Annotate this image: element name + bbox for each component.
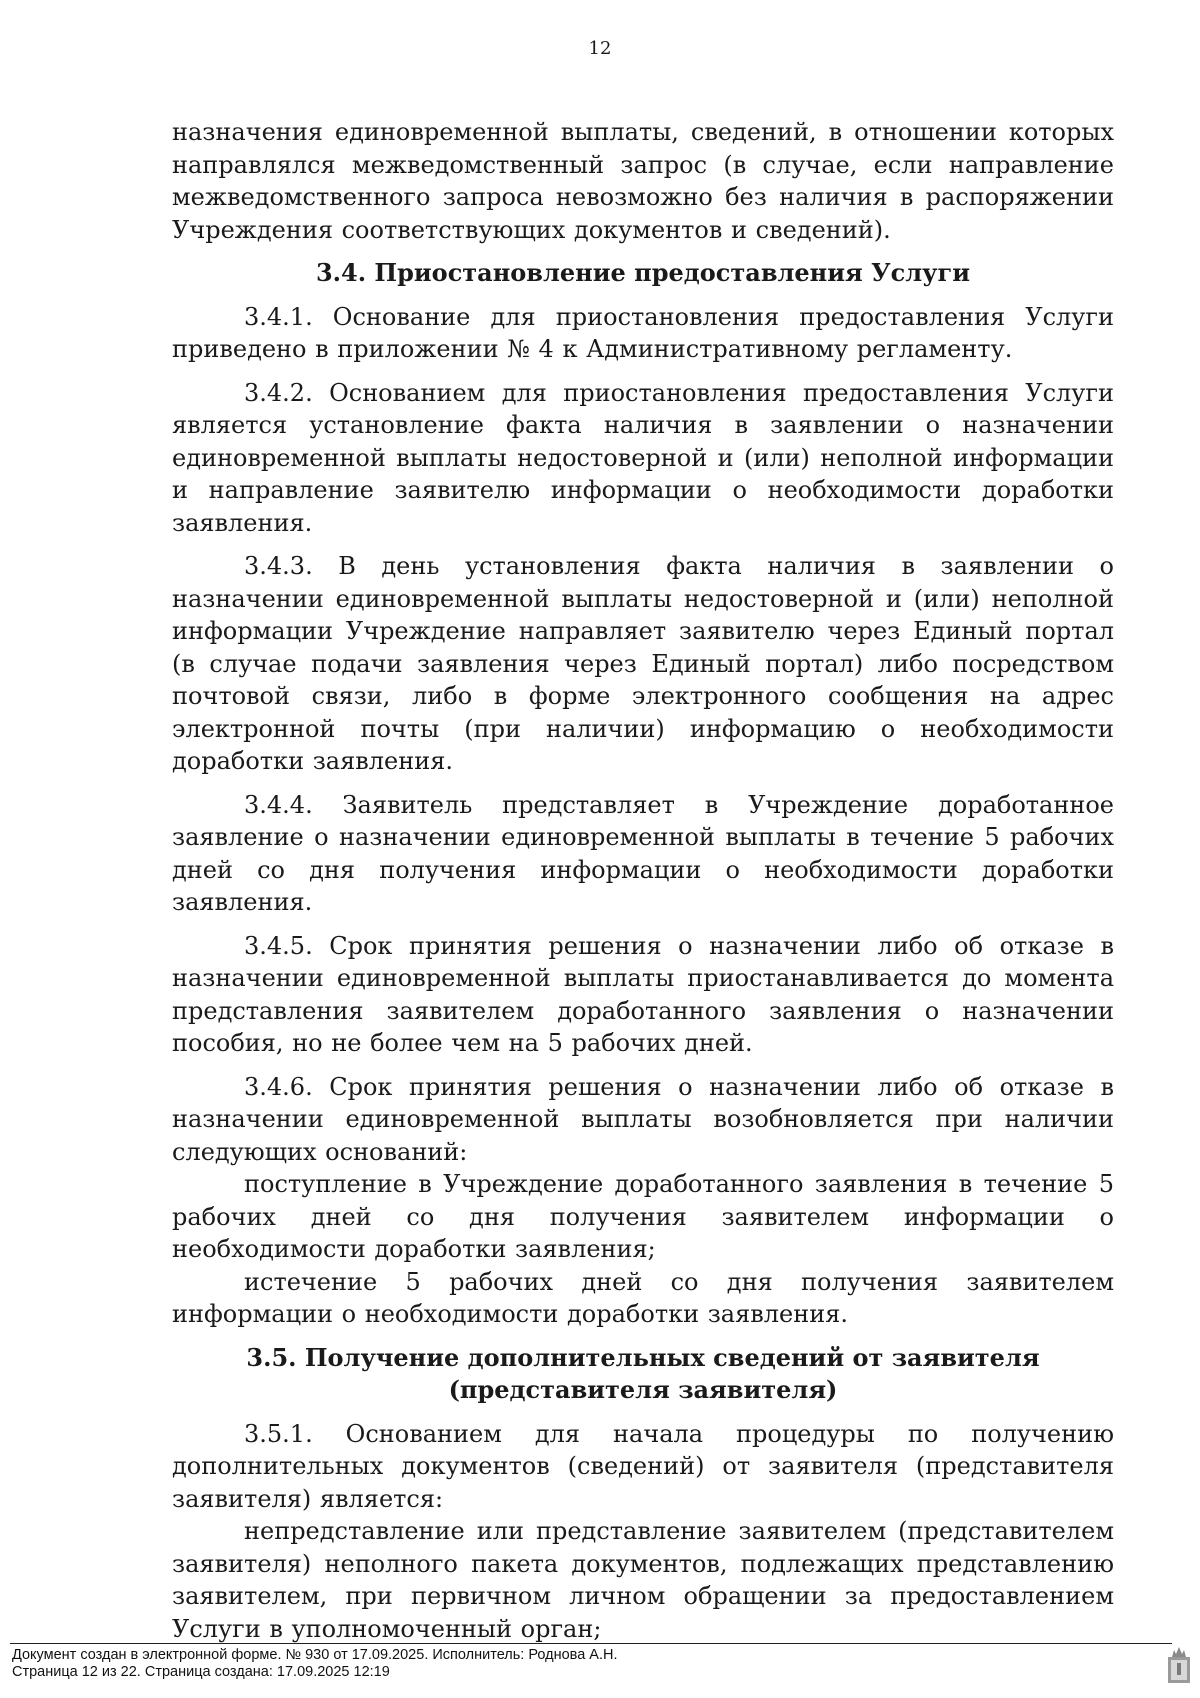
page-number: 12 [588,38,612,59]
section-heading [172,257,1114,290]
paragraph: 3.4.2. Основанием для приостановления предоставления Услуги является установление факта наличия в заявлении о назначении единовременной выплаты недостоверной и (или) неполной информации и направление заявителю информации о необходимости доработки заявления. [172,378,1114,537]
paragraph: назначения единовременной выплаты, сведений, в отношении которых направлялся межведомственный запрос (в случае, если направление межведомственного запроса невозможно без наличия в распоряжении Учреждения соответствующих документов и сведений). [172,118,1114,244]
paragraph: 3.4.1. Основание для приостановления предоставления Услуги приведено в приложении № 4 к Административному регламенту. [172,302,1114,363]
section-heading-line: 3.4. Приостановление предоставления Услуги [315,258,971,287]
footer-line-1: Документ создан в электронной форме. № 930 от 17.09.2025. Исполнитель: Роднова А.Н. [12,1647,618,1663]
document-body [172,116,1114,1656]
section-heading-line: (представителя заявителя) [448,1375,838,1404]
section-heading [172,1342,1114,1407]
paragraph: 3.4.5. Срок принятия решения о назначении либо об отказе в назначении единовременной выплаты приостанавливается до момента представления заявителем доработанного заявления о назначении пособия, но не более чем на 5 рабочих дней. [172,931,1114,1057]
coat-of-arms-icon [1166,1645,1192,1685]
paragraph: поступление в Учреждение доработанного заявления в течение 5 рабочих дней со дня получения заявителем информации о необходимости доработки заявления; [172,1170,1114,1263]
document-footer [12,1647,618,1681]
section-heading-line: 3.5. Получение дополнительных сведений от заявителя [246,1342,1040,1372]
paragraph: 3.5.1. Основанием для начала процедуры по получению дополнительных документов (сведений) от заявителя (представителя заявителя) является: [172,1419,1114,1513]
paragraph: истечение 5 рабочих дней со дня получения заявителем информации о необходимости доработки заявления. [172,1267,1114,1328]
footer-line-2: Страница 12 из 22. Страница создана: 17.09.2025 12:19 [12,1664,390,1680]
paragraph: 3.4.3. В день установления факта наличия в заявлении о назначении единовременной выплаты недостоверной и (или) неполной информации Учреждение направляет заявителю через Единый портал (в случае подачи заявления через Единый портал) либо посредством почтовой связи, либо в форме электронного сообщения на адрес электронной почты (при наличии) информацию о необходимости доработки заявления. [172,552,1114,775]
paragraph: 3.4.4. Заявитель представляет в Учреждение доработанное заявление о назначении единовременной выплаты в течение 5 рабочих дней со дня получения информации о необходимости доработки заявления. [172,790,1114,916]
paragraph: 3.4.6. Срок принятия решения о назначении либо об отказе в назначении единовременной выплаты возобновляется при наличии следующих оснований: [172,1072,1114,1166]
paragraph: непредставление или представление заявителем (представителем заявителя) неполного пакета документов, подлежащих представлению заявителем, при первичном личном обращении за предоставлением Услуги в уполномоченный орган; [172,1517,1114,1643]
footer-divider [10,1643,1172,1644]
